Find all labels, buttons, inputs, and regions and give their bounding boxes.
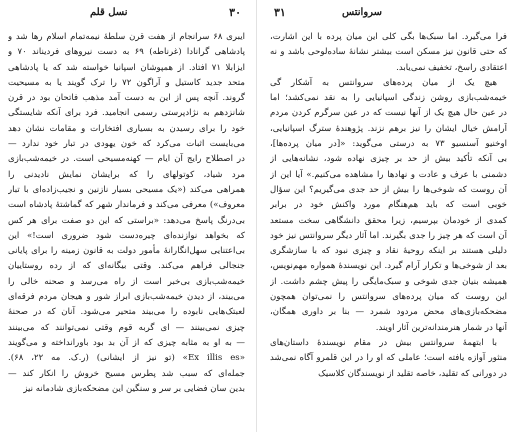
text-line: چیزی نمی‌بینند — ای گربه قوم وقتی نمی‌توانند که می‌بینند — [8, 322, 245, 333]
text-line: شانزدهم به نژادپرستی رسمی انجامید. فرد برای آنکه شایستگی — [8, 108, 245, 119]
page-gutter — [256, 0, 257, 432]
text-line: می‌بیند، از دیدن خیمه‌شب‌بازی ابراز شور و هیجان مردم فرقه‌ای — [8, 292, 245, 303]
text-line: بعد از شوخی‌ها و تکرار آرام گیرد. این نویسندهٔ همواره مهم‌نویس، — [270, 261, 507, 272]
right-running-title: سروانتس — [342, 7, 383, 18]
text-line: در اصطلاح رایج آن ایام — کهنه‌مسیحی است. در خیمه‌شب‌بازی — [8, 154, 245, 165]
left-page — [0, 0, 253, 432]
text-line: همراهی می‌کند («یک مسیحی بسیار نازنین و نجیب‌زاده‌ای با تبار — [8, 184, 245, 195]
right-page-header — [270, 5, 507, 21]
text-line: جمله‌ای که سبب شد پطرس مسیح خروش را انکار کند — — [8, 368, 245, 379]
text-line: آرامش خیال ایشان را نیز برهم نزند. پژوهندهٔ سترگ اسپانیایی، — [270, 123, 507, 134]
text-line: خیمه‌شب‌بازی بی‌خبر است از راه می‌رسد و صحنه خالی را — [8, 276, 245, 287]
text-line: جنجالی فراهم می‌کند. وقتی بیگانه‌ای که از رده روستاییان — [8, 261, 245, 272]
text-line: بی‌اعتنایی سهل‌انگارانهٔ مأمور دولت به قانون زمینه را برای پایانی — [8, 246, 245, 257]
text-line: که حتی قانون نیز مسکن است بیشتر نشانهٔ ساده‌لوحی باشد و نه — [270, 47, 507, 58]
text-line: بی‌درنگ پاسخ می‌دهد: «براستی که این دو صفت برای هر کس — [8, 215, 245, 226]
text-line: متحد جدید کاستیل و آراگون ۷۲ را ترک گویند یا به مسیحیت — [8, 77, 245, 88]
left-page-body — [8, 30, 245, 430]
text-line: — به او به مثابه چیزی که از آن بد بود باورانداخته و می‌گویند — [8, 337, 245, 348]
text-line: «Ex illis es» (تو نیز از ایشانی) (ر.ک. مه ۲۲، ۶۸). — [8, 353, 245, 364]
text-line: خود را برای رسیدن به بسیاری افتخارات و مقامات نشان دهد — [8, 123, 245, 134]
text-line: هیچ یک از میان پرده‌های سروانتس به آشکار گی — [270, 77, 497, 88]
text-line: ایبری ۶۸ سرانجام از هفت قرن سلطهٔ نیمه‌تمام اسلام رها شد و — [8, 32, 245, 42]
text-line: لعبتک‌هایی نابوده را می‌بیند متحیر می‌شود. آنان که در صحنهٔ — [8, 307, 245, 318]
text-line: بدین سان فضایی بر سر و سنگین این مضحکه‌بازی شادمانه نیز — [23, 383, 245, 394]
text-line: کمدی از خودمان بپرسیم، زیرا محقق دانشگاهی سخت مستعد — [270, 215, 507, 226]
right-page-number: ۳۱ — [274, 6, 286, 19]
text-line: با ابتهمهٔ سروانتس بیش در مقام نویسندهٔ داستان‌های — [270, 337, 497, 348]
text-line: منثور آوازه یافته است؛ عاملی که او را در این قلمرو آگاه نمی‌شد — [270, 353, 507, 364]
text-line: که بخواهد نوازنده‌ای چیره‌دست شود ضروری است!» این — [8, 230, 245, 241]
text-line: بی آنکه تأکید بیش از حد بر چیزی نهاده شود، نشانه‌هایی از — [270, 154, 507, 165]
text-line: آن روست که شوخی‌ها را بیش از حد جدی می‌گیریم؟ این سؤال — [270, 184, 507, 195]
text-line: آن است که هر چیز را جدی بگیرند. اما آثار دیگر سروانتس نیز خود — [270, 230, 507, 241]
text-line: پادشاهی گرانادا (غرناطه) ۶۹ به دست نیروهای فردیناند ۷۰ و — [8, 47, 245, 58]
text-line: ایزابلا ۷۱ افتاد. از همپوشان اسپانیا خواسته شد که یا پادشاهی — [8, 62, 245, 73]
left-page-header — [8, 5, 245, 21]
text-line: مضحکه‌بازی‌های محض مردود شمرد — بنا بر داوری همگان، — [270, 307, 507, 318]
text-line: دلیلی هستند بر اینکه روحیهٔ نقاد و چیزی نبود که با سازشگری — [270, 246, 507, 257]
text-line: می‌بایست اثبات می‌کرد که خون یهودی در تبار خود ندارد — — [8, 139, 245, 150]
text-line: اوخنیو آسنسیو ۷۳ به درستی می‌گوید: «[در میان پرده‌ها]، — [270, 139, 507, 150]
text-line: در دورانی که تقلید، خاصه تقلید از نویسندگان کلاسیک — [318, 368, 507, 379]
text-line: خوبی است که باید هم‌هنگام مورد واکنش خود در برابر — [270, 200, 507, 211]
text-line: اعتقادی راسخ، تخفیف نمی‌یابد. — [396, 62, 507, 73]
text-line: همیشه بنیان جدی شوخی و سبک‌مایگی را پیش چشم داشت. از — [270, 276, 507, 287]
text-line: فرا می‌گیرد. اما سبک‌ها بگی کلی این میان پرده با این اشارت، — [270, 32, 507, 42]
right-page-body — [270, 30, 507, 430]
text-line: این روست که میان پرده‌های سروانتس را نمی‌توان همچون — [270, 292, 507, 303]
text-line: دشمنی با عرف و عادت و نهادها را مشاهده می‌کنیم.» آیا این از — [270, 169, 507, 180]
left-running-title: نسل قلم — [90, 7, 128, 18]
text-line: در عین حال هیچ یک از آنها نیست که در عین سرگرم کردن مردم — [270, 108, 507, 119]
text-line: مرد شیاد، کوتولهای را که برایشان نمایش نادیدنی را — [8, 169, 245, 180]
text-line: گروند. آنچه پس از این به دست آمد مذهب فاتحان بود در قرن — [8, 93, 245, 104]
text-line: معروف») معرفی می‌کند و فرماندار شهر که گماشتهٔ پادشاه است — [8, 200, 245, 211]
text-line: آنها در شمار هنرمندانه‌ترین آثار اویند. — [375, 322, 507, 333]
text-line: خیمه‌شب‌بازی روشن زندگی اسپانیایی را به نقد نمی‌کشد؛ اما — [270, 93, 507, 104]
left-page-number: ۳۰ — [229, 6, 241, 19]
right-page — [262, 0, 515, 432]
